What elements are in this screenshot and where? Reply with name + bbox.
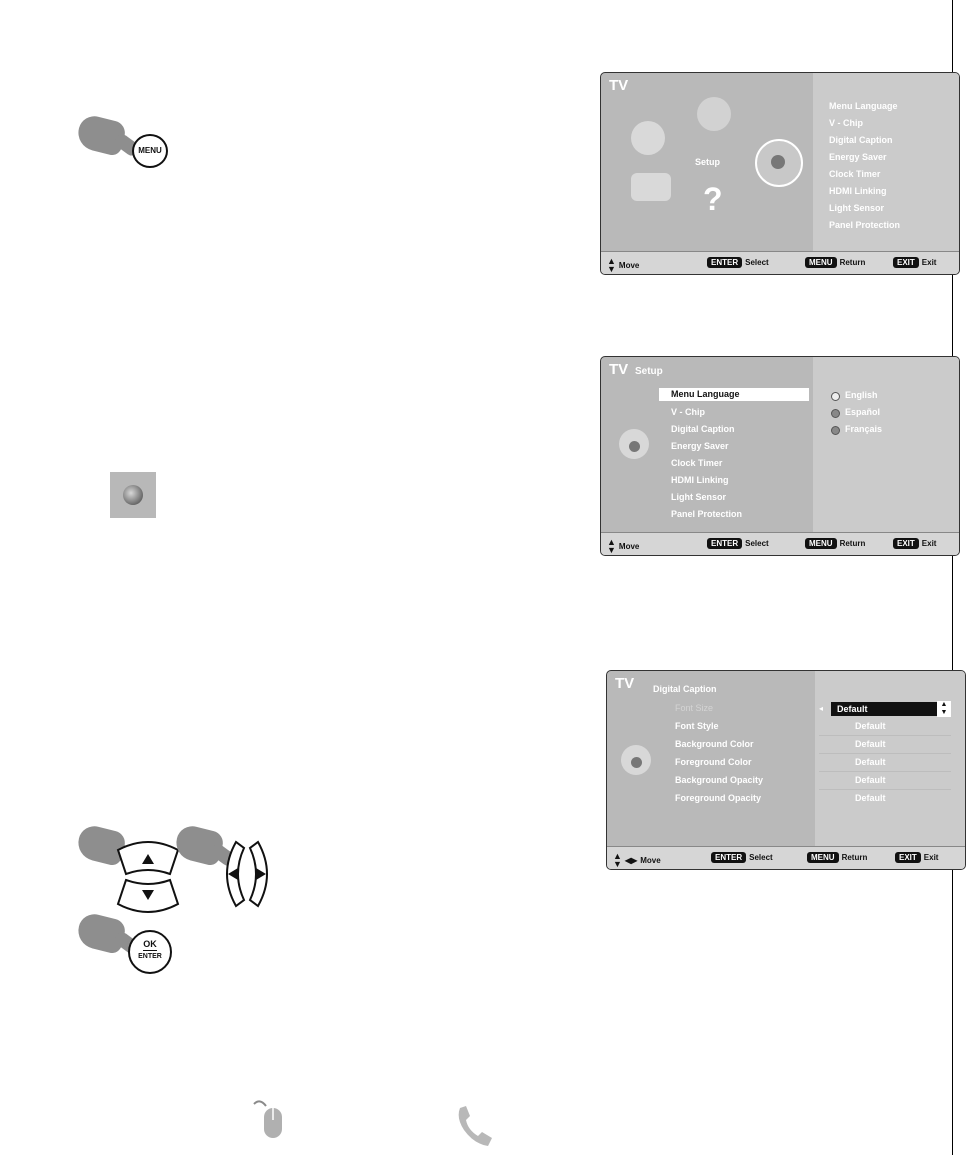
up-down-icon: ▲ ▼: [607, 256, 616, 274]
tv-screen-digital-caption: [606, 670, 966, 870]
up-down-icon: ▲ ▼: [937, 701, 951, 717]
menu-key: MENU: [805, 538, 837, 549]
language-panel: [813, 357, 959, 532]
ok-press-illustration: [78, 910, 188, 990]
option-value[interactable]: Default: [855, 793, 886, 803]
menu-key: MENU: [807, 852, 839, 863]
updown-press-illustration: [78, 822, 188, 912]
menu-item[interactable]: HDMI Linking: [829, 186, 887, 196]
menu-item[interactable]: Digital Caption: [829, 135, 893, 145]
menu-item[interactable]: Clock Timer: [671, 458, 723, 468]
option-label[interactable]: Background Opacity: [675, 775, 764, 785]
selected-value[interactable]: Default: [831, 702, 949, 716]
screen-title: TV: [609, 361, 629, 378]
menu-item[interactable]: V - Chip: [829, 118, 863, 128]
setup-label: Setup: [695, 157, 721, 167]
screen-subtitle: Digital Caption: [653, 684, 717, 694]
menu-item[interactable]: Panel Protection: [671, 509, 743, 519]
move-hint: ▲ ▼ Move: [607, 256, 640, 274]
clock-icon: [629, 441, 640, 452]
menu-item[interactable]: Clock Timer: [829, 169, 881, 179]
help-bar: [607, 846, 965, 869]
select-hint: ENTER Select: [711, 852, 773, 863]
radio-espanol[interactable]: [831, 409, 840, 418]
menu-item[interactable]: Energy Saver: [829, 152, 887, 162]
exit-hint: EXIT Exit: [893, 538, 936, 549]
enter-key: ENTER: [707, 538, 742, 549]
setup-icon: [619, 429, 649, 459]
menu-item[interactable]: Light Sensor: [829, 203, 885, 213]
return-hint: MENU Return: [805, 257, 865, 268]
return-hint: MENU Return: [805, 538, 865, 549]
ok-label: OK: [143, 939, 157, 949]
menu-item[interactable]: Digital Caption: [671, 424, 735, 434]
menu-item[interactable]: Panel Protection: [829, 220, 901, 230]
exit-key: EXIT: [895, 852, 921, 863]
clock-icon: [631, 757, 642, 768]
menu-key: MENU: [805, 257, 837, 268]
right-arrow-button[interactable]: [248, 840, 278, 908]
option-value[interactable]: Default: [855, 721, 886, 731]
menu-press-illustration: [78, 112, 178, 172]
menu-item[interactable]: Light Sensor: [671, 492, 727, 502]
up-down-icon: ▲ ▼: [613, 851, 622, 869]
left-right-icon: ◀▶: [624, 855, 638, 865]
clock-icon: [771, 155, 785, 169]
menu-item[interactable]: Menu Language: [829, 101, 898, 111]
down-arrow-button[interactable]: [116, 878, 180, 914]
enter-key: ENTER: [711, 852, 746, 863]
option-label-disabled: Font Size: [675, 703, 714, 713]
option-value[interactable]: Default: [855, 739, 886, 749]
exit-key: EXIT: [893, 257, 919, 268]
option-label[interactable]: Font Style: [675, 721, 719, 731]
phone-icon: [454, 1104, 494, 1148]
exit-hint: EXIT Exit: [895, 852, 938, 863]
radio-english[interactable]: [831, 392, 840, 401]
menu-item[interactable]: Energy Saver: [671, 441, 729, 451]
help-bar: [601, 532, 959, 555]
language-option[interactable]: English: [845, 390, 878, 400]
left-arrow-icon: ◂: [819, 704, 824, 713]
left-arrow-button[interactable]: [216, 840, 246, 908]
option-value[interactable]: Default: [855, 775, 886, 785]
exit-hint: EXIT Exit: [893, 257, 936, 268]
option-label[interactable]: Foreground Color: [675, 757, 752, 767]
up-arrow-button[interactable]: [116, 840, 180, 876]
up-down-icon: ▲ ▼: [607, 537, 616, 555]
option-label[interactable]: Background Color: [675, 739, 754, 749]
option-label[interactable]: Foreground Opacity: [675, 793, 762, 803]
picture-category-icon[interactable]: [631, 173, 671, 201]
tv-screen-setup-menu: [600, 356, 960, 556]
channel-category-icon[interactable]: [697, 97, 731, 131]
tv-screen-main-menu: [600, 72, 960, 275]
language-option[interactable]: Français: [845, 424, 883, 434]
language-option[interactable]: Español: [845, 407, 881, 417]
exit-key: EXIT: [893, 538, 919, 549]
screen-subtitle: Setup: [635, 366, 663, 377]
select-hint: ENTER Select: [707, 257, 769, 268]
menu-button[interactable]: MENU: [132, 134, 168, 168]
enter-label: ENTER: [138, 953, 162, 960]
selected-menu-item[interactable]: Menu Language: [659, 388, 809, 401]
help-category-icon[interactable]: ?: [703, 181, 723, 217]
option-value[interactable]: Default: [855, 757, 886, 767]
radio-francais[interactable]: [831, 426, 840, 435]
indicator-dot-icon: [123, 485, 143, 505]
return-hint: MENU Return: [807, 852, 867, 863]
select-indicator: [110, 472, 156, 518]
mouse-icon: [252, 1098, 286, 1142]
sound-category-icon[interactable]: [631, 121, 665, 155]
menu-item[interactable]: HDMI Linking: [671, 475, 729, 485]
select-hint: ENTER Select: [707, 538, 769, 549]
enter-key: ENTER: [707, 257, 742, 268]
menu-item[interactable]: V - Chip: [671, 407, 705, 417]
caption-icon: [621, 745, 651, 775]
ok-enter-button[interactable]: [128, 930, 172, 974]
setup-category-icon[interactable]: [755, 139, 803, 187]
help-bar: [601, 251, 959, 274]
screen-title: TV: [615, 675, 635, 692]
leftright-press-illustration: [176, 822, 286, 912]
move-hint: ▲ ▼ ◀▶ Move: [613, 851, 661, 869]
screen-title: TV: [609, 77, 629, 94]
move-hint: ▲ ▼ Move: [607, 537, 640, 555]
